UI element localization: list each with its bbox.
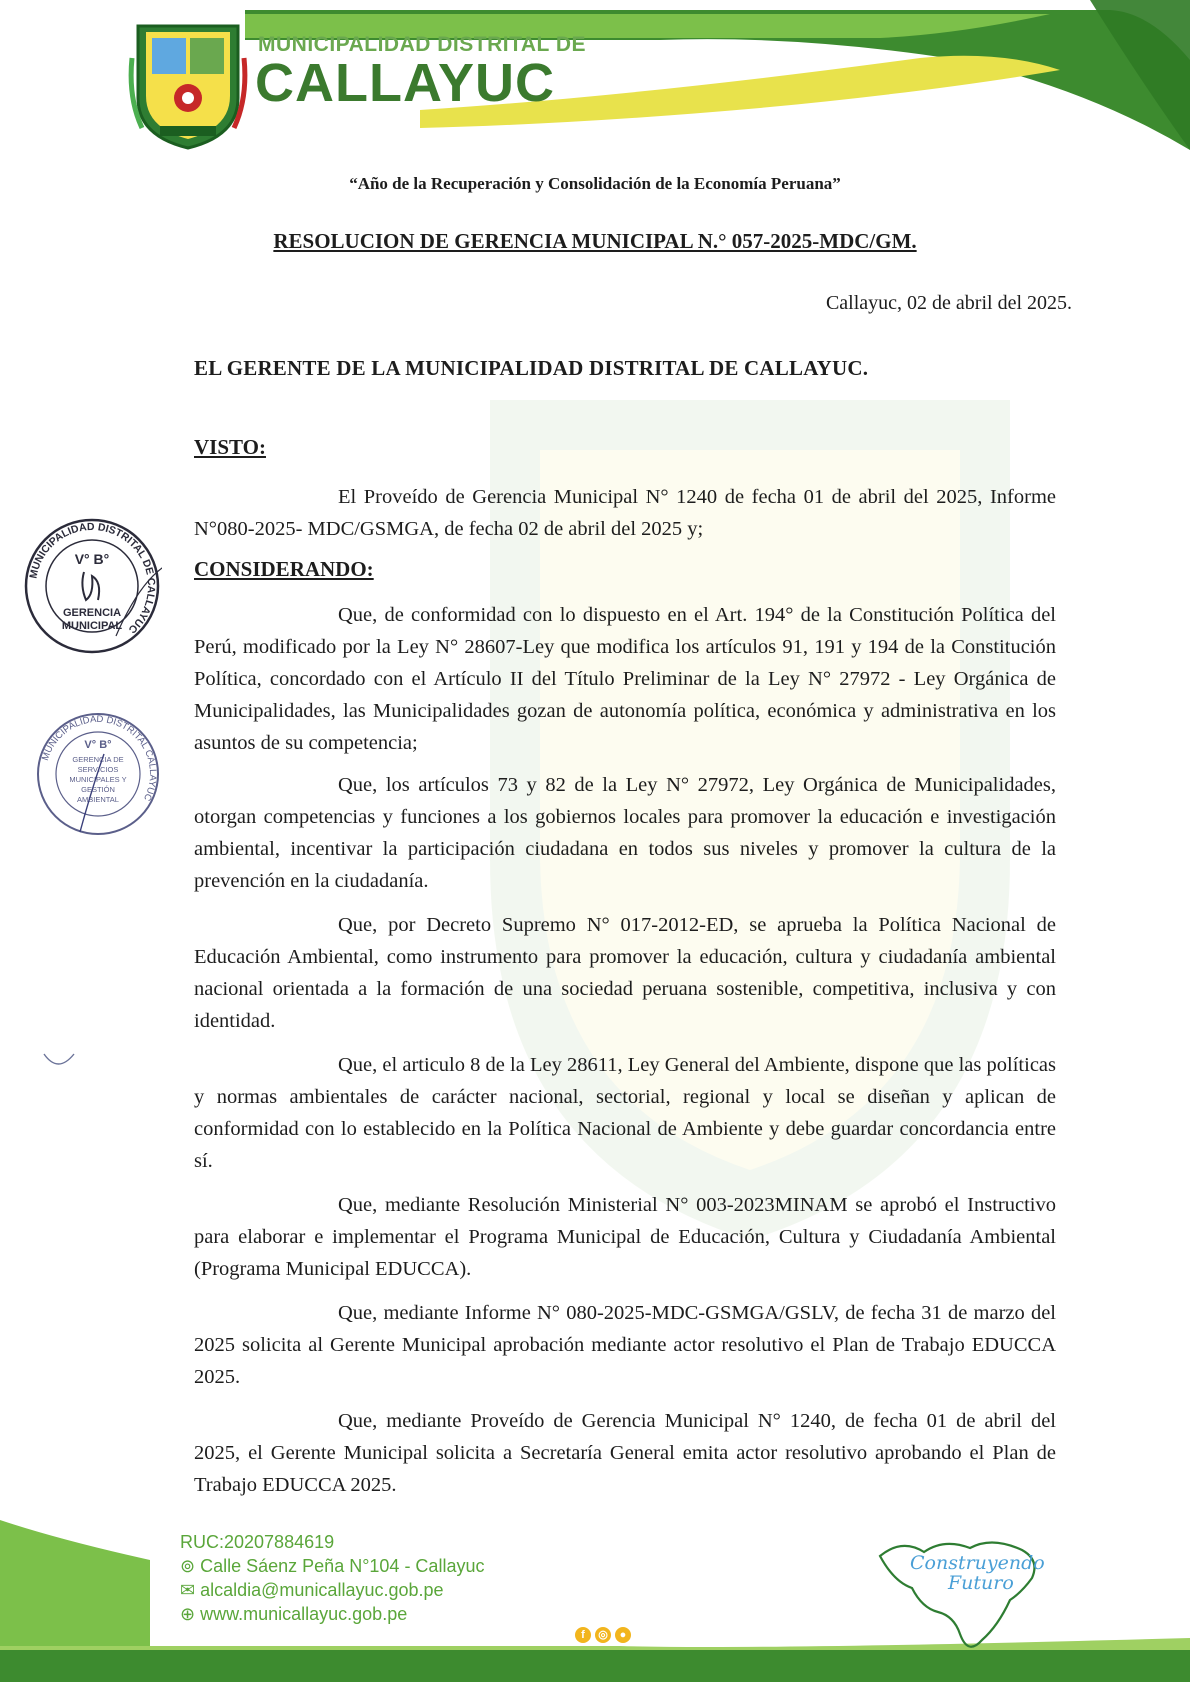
footer-website[interactable]: www.municallayuc.gob.pe <box>200 1604 408 1624</box>
municipality-label: MUNICIPALIDAD DISTRITAL DE <box>258 33 586 56</box>
globe-icon: ⊕ <box>180 1604 196 1624</box>
footer-website-row <box>180 1604 407 1625</box>
svg-text:GERENCIA DE: GERENCIA DE <box>72 755 124 764</box>
svg-text:MUNICIPALES Y: MUNICIPALES Y <box>69 775 127 784</box>
svg-text:V° B°: V° B° <box>74 551 110 567</box>
municipality-name: CALLAYUC <box>255 53 556 113</box>
svg-text:V° B°: V° B° <box>84 739 112 751</box>
footer-address-row <box>180 1556 484 1577</box>
slogan <box>910 1553 1045 1593</box>
svg-text:MUNICIPALIDAD DISTRITAL CALLAY: MUNICIPALIDAD DISTRITAL CALLAYUC <box>39 713 159 803</box>
visto-text: El Proveído de Gerencia Municipal N° 1240 de fecha 01 de abril del 2025, Informe N°080-2025- MDC/GSMGA, de fecha 02 de abril del 2025 y; <box>194 486 1056 540</box>
shield-logo-icon <box>128 18 248 152</box>
considerando-paragraph: Que, mediante Informe N° 080-2025-MDC-GSMGA/GSLV, de fecha 31 de marzo del 2025 solicita al Gerente Municipal aprobación mediante actor resolutivo el Plan de Trabajo EDUCCA 2025. <box>194 1302 1056 1388</box>
instagram-icon[interactable]: ◎ <box>595 1627 611 1643</box>
considerando-heading: CONSIDERANDO: <box>194 557 374 581</box>
considerando-paragraph: Que, por Decreto Supremo N° 017-2012-ED, se aprueba la Política Nacional de Educación Ambiental, como instrumento para promover la educación, cultura y ciudadanía ambiental nacional orientada a la formación de una sociedad peruana sostenible, competitiva, inclusiva y con identidad. <box>194 914 1056 1032</box>
svg-text:MUNICIPAL: MUNICIPAL <box>61 620 123 632</box>
svg-text:MUNICIPALIDAD DISTRITAL DE CAL: MUNICIPALIDAD DISTRITAL DE CALLAYUC <box>27 520 158 636</box>
date-line: Callayuc, 02 de abril del 2025. <box>825 292 1072 314</box>
footer-address: Calle Sáenz Peña N°104 - Callayuc <box>200 1556 485 1576</box>
considerando-paragraph: Que, mediante Proveído de Gerencia Municipal N° 1240, de fecha 01 de abril del 2025, el Gerente Municipal solicita a Secretaría General emita actor resolutivo aprobando el Plan de Trabajo EDUCCA 2025. <box>194 1410 1056 1496</box>
district-map-icon <box>872 1530 1047 1660</box>
visto-heading: VISTO: <box>194 435 266 459</box>
year-motto: “Año de la Recuperación y Consolidación de la Economía Peruana” <box>349 174 841 193</box>
footer-email-row <box>180 1580 444 1601</box>
considerando-paragraph: Que, mediante Resolución Ministerial N° 003-2023MINAM se aprobó el Instructivo para elaborar e implementar el Programa Municipal de Educación, Cultura y Ciudadanía Ambiental (Programa Municipal EDUCCA). <box>194 1194 1056 1280</box>
svg-text:GERENCIA: GERENCIA <box>62 607 122 619</box>
slogan-line-2: Futuro <box>948 1572 1014 1594</box>
mail-icon: ✉ <box>180 1580 196 1600</box>
punch-hole-mark <box>42 1050 76 1072</box>
footer-email[interactable]: alcaldia@municallayuc.gob.pe <box>200 1580 444 1600</box>
considerando-paragraph: Que, los artículos 73 y 82 de la Ley N° 27972, Ley Orgánica de Municipalidades, otorgan competencias y funciones a los gobiernos locales para promover la educación e investigación ambiental, incentivar la participación ciudadana en todos sus niveles y promover la cultura de la prevención en la ciudadanía. <box>194 774 1056 892</box>
svg-text:GESTIÓN: GESTIÓN <box>81 785 115 794</box>
location-pin-icon: ⊚ <box>180 1556 196 1576</box>
gerencia-servicios-stamp <box>34 708 162 840</box>
considerando-paragraph: Que, de conformidad con lo dispuesto en el Art. 194° de la Constitución Política del Perú, modificado por la Ley N° 28607-Ley que modifica los artículos 91, 191 y 194 de la Constitución Política, concordado con el Artículo II del Título Preliminar de la Ley N° 27972 - Ley Orgánica de Municipalidades, las Municipalidades gozan de autonomía política, económica y administrativa en los asuntos de su competencia; <box>194 604 1056 754</box>
facebook-icon[interactable]: f <box>575 1627 591 1643</box>
svg-text:SERVICIOS: SERVICIOS <box>77 765 119 774</box>
considerando-paragraph: Que, el articulo 8 de la Ley 28611, Ley General del Ambiente, dispone que las políticas y normas ambientales de carácter nacional, sectorial, regional y local se diseñan y aplican de conformidad con lo establecido en la Política Nacional de Ambiente y debe guardar concordancia entre sí. <box>194 1054 1056 1172</box>
slogan-line-1: Construyendo <box>910 1552 1045 1574</box>
gerencia-municipal-stamp <box>22 516 162 656</box>
resolution-title: RESOLUCION DE GERENCIA MUNICIPAL N.° 057-2025-MDC/GM. <box>273 229 917 253</box>
social-icon[interactable]: ● <box>615 1627 631 1643</box>
svg-text:AMBIENTAL: AMBIENTAL <box>77 795 119 804</box>
footer-ruc: RUC:20207884619 <box>180 1532 335 1552</box>
issuer-line: EL GERENTE DE LA MUNICIPALIDAD DISTRITAL DE CALLAYUC. <box>194 356 869 380</box>
